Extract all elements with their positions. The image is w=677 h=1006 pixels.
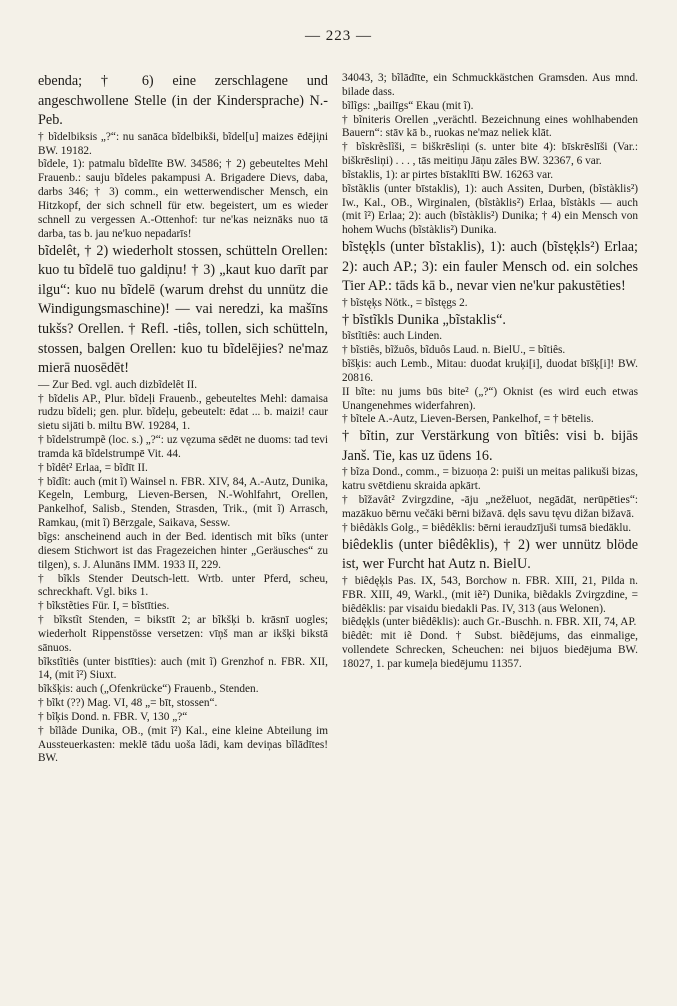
dictionary-entry: † bĩkt (??) Mag. VI, 48 „= bīt, stossen“. (38, 697, 218, 710)
dictionary-entry: ebenda; † 6) eine zerschlagene und angeschwollene Stelle (in der Kindersprache) N.-Peb. (38, 73, 328, 129)
dictionary-entry: † bĩkls Stender Deutsch-lett. Wrtb. unter Pferd, scheu, schreckhaft. Vgl. biks 1. (38, 572, 328, 599)
dictionary-entry: bĩlĩgs: „bailīgs“ Ekau (mit ĩ). (342, 99, 474, 112)
dictionary-entry: † bĩžavât² Zvirgzdine, -āju „nežēluot, negādāt, nerūpēties“: mazākuo bērnu večāki bērni bižavā. dęls savu tęvu dižan bižavā. (342, 494, 638, 520)
dictionary-entry: bĩdelêt, † 2) wiederholt stossen, schütteln Orellen: kuo tu bĩdelē tuo galdi̦nu! † 3) „kaut kuo darīt par ilgu“: kuo nu bĩdelē (warum drehst du unnütz die Windigungsmaschine)! — vai neredzi, ka mašīns tukšs? Orellen. † Refl. -tiês, tollen, sich schütteln, stossen, balgen Orellen: kuo tu bĩdelējies? ne'maz mierā nuosēdēt! (38, 242, 328, 377)
dictionary-entry: bĩkstĩtiês (unter bistīties): auch (mit ĩ) Grenzhof n. FBR. XII, 14, (mit ĩ²) Siuxt. (38, 655, 328, 682)
dictionary-entry: † bĩza Dond., comm., = bizuoņa 2: puiši un meitas palikuši bizas, katru svētdienu skraida apkārt. (342, 466, 638, 493)
dictionary-entry: II bĩte: nu jums būs bite² („?“) Oknist (es wird euch etwas Unangenehmes widerfahren). (342, 385, 638, 412)
left-column (38, 72, 328, 766)
dictionary-entry: biêdêt: mit iẽ Dond. † Subst. biẽdējums, das einmalige, vollendete Schrecken, Scheuchen: nei bijuos biedējuma BW. 18027, 1. par kumeļa biedējumu 11357. (342, 630, 638, 670)
dictionary-entry: biêdeklis (unter biêdêklis), † 2) wer unnütz blöde ist, wer Furcht hat Autz n. BielU. (342, 536, 638, 573)
dictionary-entry: bĩstãklis (unter bīstaklis), 1): auch Assiten, Durben, (bĩstàklis²) Iw., Kal., OB., Wirginalen, (bĩstàklis²) Erlaa, bĩstàkls — auch (mit ĩ²) Erlaa; 2): auch (bĩstàklis²) Dunika; † 4) ein Mensch von hohem Wuchs (bĩstàklis²) Dunika. (342, 182, 638, 237)
dictionary-entry: † bĩtele A.-Autz, Lieven-Bersen, Pankelhof, = † bētelis. (342, 413, 594, 426)
dictionary-entry: † bĩdĩt: auch (mit ĩ) Wainsel n. FBR. XIV, 84, A.-Autz, Dunika, Kegeln, Lemburg, Lieven-Bersen, N.-Wohlfahrt, Orellen, Pankelhof, Salisb., Stenden, Strasden, Trik., (mit ĩ) Arrasch, Ramkau, (mit ĩ) Bērzgale, Saikava, Sessw. (38, 475, 328, 530)
dictionary-entry: 34043, 3; bĩlādīte, ein Schmuckkästchen Gramsden. Aus mnd. bilade dass. (342, 72, 638, 98)
dictionary-entry: † bĩkstĩt Stenden, = bikstīt 2; ar bĩkšķi b. krāsnī uogles; wiederholt Rippenstösse versetzen: vīņš man ar ikšķi bikstā sānuos. (38, 614, 328, 654)
dictionary-entry: — Zur Bed. vgl. auch dizbĩdelêt II. (38, 378, 198, 391)
page-number: — 223 — (305, 28, 372, 44)
dictionary-entry: bĩgs: anscheinend auch in der Bed. identisch mit bĩks (unter diesem Stichwort ist das Fragezeichen hinter „Geräusches“ zu tilgen), s. J. Alunāns IMM. 1933 II, 229. (38, 530, 328, 571)
right-column (342, 72, 638, 672)
dictionary-entry: † bĩkstẽties Für. I, = bĩstīties. (38, 600, 170, 613)
dictionary-entry: † bĩdêt² Erlaa, = bĩdīt II. (38, 461, 148, 474)
dictionary-entry: † bĩtin, zur Verstärkung von bĩtiês: visi b. bijās Janš. Tie, kas uz ūdens 16. (342, 428, 638, 464)
dictionary-entry: † bĩniteris Orellen „verächtl. Bezeichnung eines wohlhabenden Bauern“: stāv kā b., ruokas ne'maz neliek klāt. (342, 113, 638, 140)
dictionary-entry: † bĩlãde Dunika, OB., (mit ĩ²) Kal., eine kleine Abteilung im Aussteuerkasten: meklē tādu uoša lādi, kam deviņas bĩlādītes! BW. (38, 724, 328, 765)
dictionary-entry: † biêdàkls Golg., = biêdêklis: bērni ieraudzījuši tumsā biedāklu. (342, 521, 632, 534)
dictionary-entry: bĩdele, 1): patmalu bĩdelīte BW. 34586; † 2) gebeuteltes Mehl Frauenb.: sauju bĩdeles pakampusi A. Brigadere Dievs, daba, darbs 346; † 3) comm., ein wetterwendischer Mensch, ein Hitzkopf, der sich schnell für etw. begeistert, um es wieder schnell zu vergessen A.-Ottenhof: tur ne'kas neiznāks nuo tā darba, tas b. jau ne'kuo nepadarīs! (38, 158, 328, 240)
dictionary-entry: bĩstĩtiês: auch Linden. (342, 330, 443, 343)
dictionary-entry: bĩstaklis, 1): ar pirtes bīstaklīti BW. 16263 var. (342, 168, 554, 181)
dictionary-entry: bĩkšķis: auch („Ofenkrücke“) Frauenb., Stenden. (38, 683, 259, 696)
dictionary-entry: † bĩstęķs Nötk., = bĩstęgs 2. (342, 296, 468, 309)
dictionary-entry: biêdęķls (unter biêdêklis): auch Gr.-Buschh. n. FBR. XII, 74, AP. (342, 616, 637, 629)
dictionary-entry: † bĩdelbiksis „?“: nu sanāca bĩdelbikši, bĩdel[u] maizes ēdēji̦ni BW. 19182. (38, 130, 328, 157)
dictionary-entry: bĩšķis: auch Lemb., Mitau: duodat kruķi[i], duodat bīšķ[i]! BW. 20816. (342, 358, 638, 384)
dictionary-entry: † biêdęķls Pas. IX, 543, Borchow n. FBR. XIII, 21, Pilda n. FBR. XIII, 49, Warkl., (mit iẽ²) Dunika, biẽdakls Zvirgzdine, = biêdêklis: par visaidu biedakli Pas. IV, 313 (aus Welonen). (342, 574, 638, 615)
dictionary-entry: † bĩķis Dond. n. FBR. V, 130 „?“ (38, 710, 188, 723)
dictionary-entry: bĩstęķls (unter bĩstaklis), 1): auch (bĩstęķls²) Erlaa; 2): auch AP.; 3): ein fauler Mensch od. ein solches Tier AP.: tāds kā b., nevar vien ne'kur pakustēties! (342, 239, 638, 295)
dictionary-entry: † bĩstiês, bĩžuôs, bĩduôs Laud. n. BielU., = bĩtiês. (342, 344, 566, 357)
dictionary-entry: † bĩdelis AP., Plur. bĩdeļi Frauenb., gebeuteltes Mehl: damaisa rudzu bĩdeli; gen. plur. bĩdeļu, gebeutelt: ēdat ... b. maizi! caur sietu sijāti b. miltu BW. 19284, 1. (38, 392, 328, 433)
dictionary-entry: † bĩskrẽslĩši, = biškrēsliņi (s. unter bite 4): bīskrēslīši (Var.: biškrēsliņi) . . . , tās meitiņu Jāņu zāles BW. 32367, 6 var. (342, 141, 638, 168)
dictionary-entry: † bĩdelstrumpẽ (loc. s.) „?“: uz vęzuma sēdēt ne duoms: tad tevi tramda kā bĩdelstrumpē Vit. 44. (38, 434, 328, 460)
dictionary-entry: † bĩstĩkls Dunika „bĩstaklis“. (342, 311, 506, 328)
